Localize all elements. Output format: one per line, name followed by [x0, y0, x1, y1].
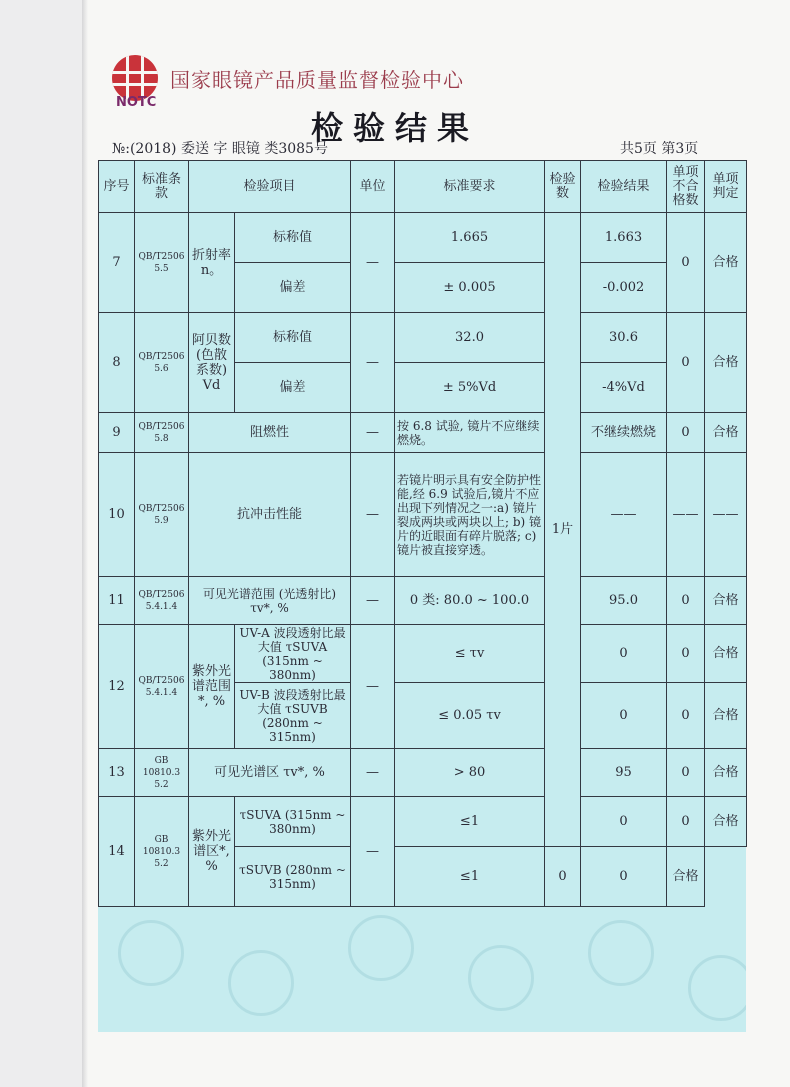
- row-subitem: 偏差: [235, 363, 351, 413]
- row-item: 紫外光谱范围*, %: [189, 625, 235, 749]
- row-no: 8: [99, 313, 135, 413]
- table-header-row: [99, 161, 747, 213]
- row-result: 30.6: [581, 313, 667, 363]
- row-verdict: 合格: [705, 683, 747, 749]
- row-item: 紫外光谱区*, %: [189, 797, 235, 907]
- row-clause: GB 10810.3 5.2: [135, 749, 189, 797]
- row-requirement: ± 5%Vd: [395, 363, 545, 413]
- col-header-clause: 标准条款: [135, 161, 189, 213]
- watermark-pattern: [98, 900, 746, 1030]
- table-row: [99, 577, 747, 625]
- row-verdict: 合格: [705, 577, 747, 625]
- row-result: 0: [581, 797, 667, 847]
- row-subitem: UV-B 波段透射比最大值 τSUVB (280nm ~ 315nm): [235, 683, 351, 749]
- row-requirement: ≤ 0.05 τv: [395, 683, 545, 749]
- row-fail-count: 0: [667, 797, 705, 847]
- row-item: 可见光谱范围 (光透射比) τv*, %: [189, 577, 351, 625]
- col-header-requirement: 标准要求: [395, 161, 545, 213]
- row-result: 95: [581, 749, 667, 797]
- row-fail-count: 0: [667, 683, 705, 749]
- table-row: [99, 453, 747, 577]
- row-fail-count: 0: [667, 625, 705, 683]
- row-fail-count: 0: [667, 749, 705, 797]
- row-subitem: UV-A 波段透射比最大值 τSUVA (315nm ~ 380nm): [235, 625, 351, 683]
- row-result: -0.002: [581, 263, 667, 313]
- row-no: 9: [99, 413, 135, 453]
- row-requirement: ≤ τv: [395, 625, 545, 683]
- row-requirement: 1.665: [395, 213, 545, 263]
- row-unit: —: [351, 797, 395, 907]
- result-table: [98, 160, 747, 907]
- row-requirement: 32.0: [395, 313, 545, 363]
- col-header-fail-count: 单项不合格数: [667, 161, 705, 213]
- table-row: [99, 213, 747, 263]
- table-row: [99, 313, 747, 363]
- row-verdict: 合格: [705, 749, 747, 797]
- row-clause: QB/T2506 5.5: [135, 213, 189, 313]
- row-result: 0: [545, 847, 581, 907]
- row-item: 抗冲击性能: [189, 453, 351, 577]
- row-fail-count: ——: [667, 453, 705, 577]
- row-result: 不继续燃烧: [581, 413, 667, 453]
- sample-count: 1片: [545, 213, 581, 847]
- row-subitem: τSUVB (280nm ~ 315nm): [235, 847, 351, 907]
- row-item: 可见光谱区 τv*, %: [189, 749, 351, 797]
- row-clause: QB/T2506 5.9: [135, 453, 189, 577]
- logo-text: NOTC: [116, 95, 157, 110]
- row-verdict: 合格: [705, 797, 747, 847]
- row-item: 阿贝数 (色散系数) Vd: [189, 313, 235, 413]
- row-unit: —: [351, 413, 395, 453]
- col-header-verdict: 单项判定: [705, 161, 747, 213]
- row-unit: —: [351, 313, 395, 413]
- row-no: 14: [99, 797, 135, 907]
- row-verdict: 合格: [705, 213, 747, 313]
- org-name: 国家眼镜产品质量监督检验中心: [170, 68, 464, 92]
- col-header-unit: 单位: [351, 161, 395, 213]
- row-requirement: ± 0.005: [395, 263, 545, 313]
- row-clause: QB/T2506 5.4.1.4: [135, 577, 189, 625]
- row-requirement: > 80: [395, 749, 545, 797]
- row-item: 折射率 n。: [189, 213, 235, 313]
- row-requirement: 若镜片明示具有安全防护性能,经 6.9 试验后,镜片不应出现下列情况之一:a) 镜片裂成两块或两块以上; b) 镜片的近眼面有碎片脱落; c) 镜片被直接穿透。: [395, 453, 545, 577]
- row-clause: GB 10810.3 5.2: [135, 797, 189, 907]
- row-item: 阻燃性: [189, 413, 351, 453]
- row-result: 1.663: [581, 213, 667, 263]
- row-verdict: 合格: [705, 625, 747, 683]
- row-unit: —: [351, 213, 395, 313]
- row-requirement: ≤1: [395, 847, 545, 907]
- row-result: ——: [581, 453, 667, 577]
- table-row: [99, 797, 747, 847]
- row-fail-count: 0: [667, 577, 705, 625]
- row-no: 11: [99, 577, 135, 625]
- document-number: №:(2018) 委送 字 眼镜 类3085号: [112, 141, 328, 157]
- page-title: 检验结果: [310, 109, 479, 147]
- row-result: 95.0: [581, 577, 667, 625]
- row-result: 0: [581, 625, 667, 683]
- row-fail-count: 0: [581, 847, 667, 907]
- row-unit: —: [351, 749, 395, 797]
- row-requirement: 按 6.8 试验, 镜片不应继续燃烧。: [395, 413, 545, 453]
- col-header-result: 检验结果: [581, 161, 667, 213]
- row-unit: —: [351, 453, 395, 577]
- row-no: 13: [99, 749, 135, 797]
- row-verdict: 合格: [667, 847, 705, 907]
- row-clause: QB/T2506 5.8: [135, 413, 189, 453]
- col-header-item: 检验项目: [189, 161, 351, 213]
- row-subitem: 标称值: [235, 313, 351, 363]
- row-fail-count: 0: [667, 413, 705, 453]
- row-no: 12: [99, 625, 135, 749]
- row-result: 0: [581, 683, 667, 749]
- row-clause: QB/T2506 5.6: [135, 313, 189, 413]
- row-result: -4%Vd: [581, 363, 667, 413]
- row-requirement: 0 类: 80.0 ~ 100.0: [395, 577, 545, 625]
- row-no: 7: [99, 213, 135, 313]
- binder-margin: [0, 0, 83, 1087]
- row-subitem: 偏差: [235, 263, 351, 313]
- table-row: [99, 749, 747, 797]
- row-requirement: ≤1: [395, 797, 545, 847]
- row-unit: —: [351, 577, 395, 625]
- col-header-count: 检验数: [545, 161, 581, 213]
- row-subitem: 标称值: [235, 213, 351, 263]
- row-verdict: 合格: [705, 313, 747, 413]
- table-row: [99, 413, 747, 453]
- row-fail-count: 0: [667, 313, 705, 413]
- page-info: 共5页 第3页: [620, 141, 699, 157]
- table-row: [99, 625, 747, 683]
- row-fail-count: 0: [667, 213, 705, 313]
- row-verdict: ——: [705, 453, 747, 577]
- row-clause: QB/T2506 5.4.1.4: [135, 625, 189, 749]
- row-verdict: 合格: [705, 413, 747, 453]
- col-header-no: 序号: [99, 161, 135, 213]
- binder-shadow: [82, 0, 88, 1087]
- row-no: 10: [99, 453, 135, 577]
- row-unit: —: [351, 625, 395, 749]
- row-subitem: τSUVA (315nm ~ 380nm): [235, 797, 351, 847]
